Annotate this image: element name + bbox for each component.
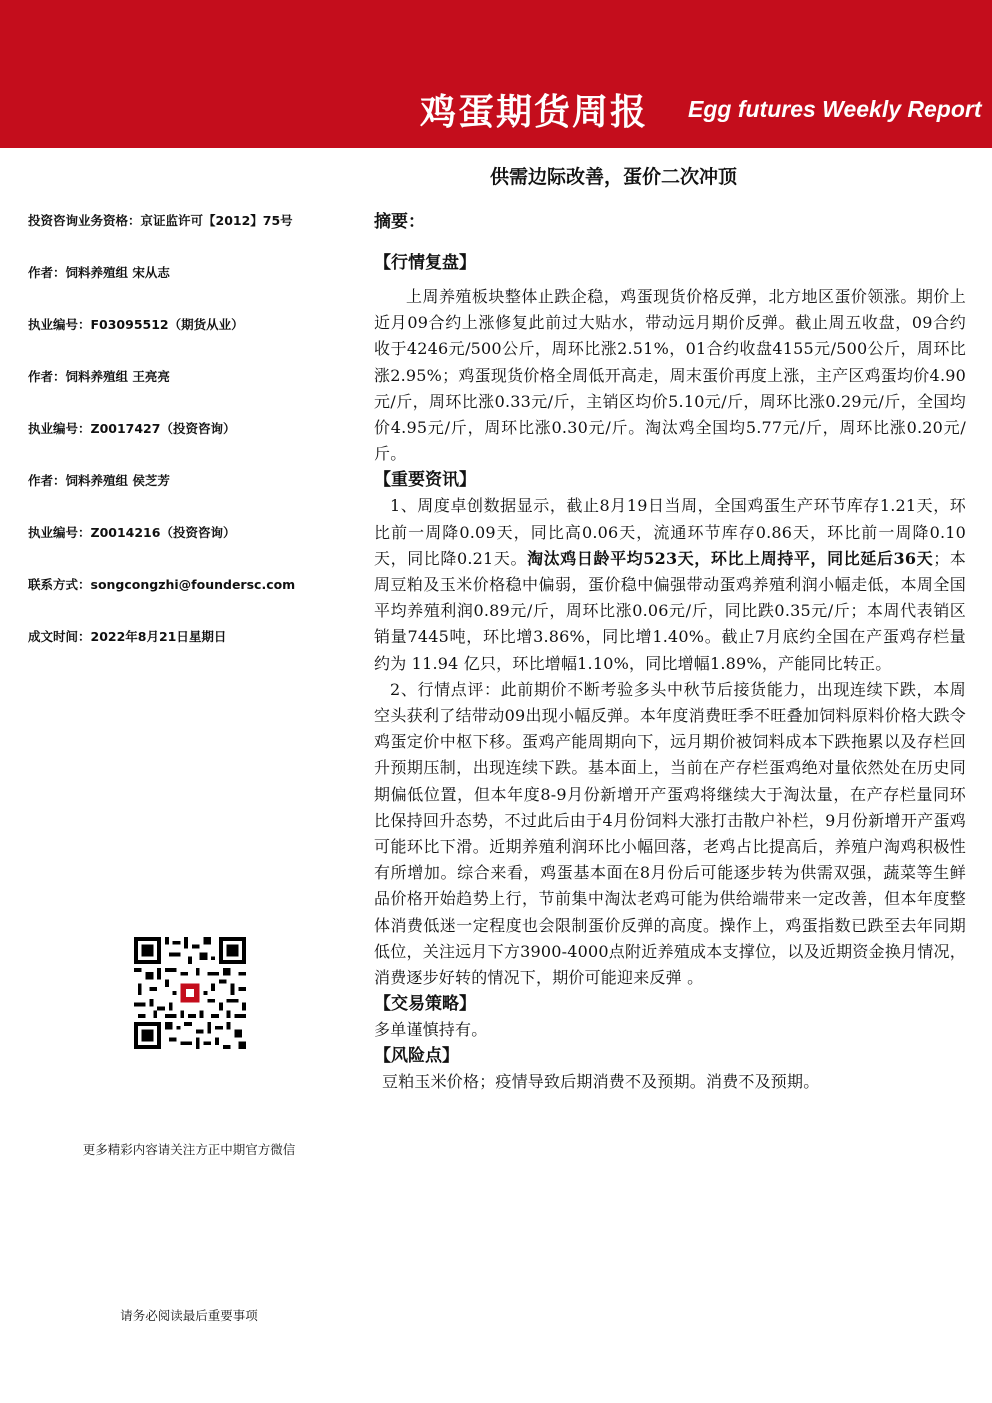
- author-sidebar: [28, 208, 358, 650]
- risk-text: 豆粕玉米价格；疫情导致后期消费不及预期。消费不及预期。: [382, 1072, 820, 1092]
- news-item-1-highlight: 淘汰鸡日龄平均523天，环比上周持平，同比延后36天: [527, 548, 934, 568]
- report-body: [374, 206, 966, 1096]
- qr-caption: 更多精彩内容请关注方正中期官方微信: [82, 1142, 296, 1157]
- author-1: 作者：饲料养殖组 宋从志: [28, 265, 170, 280]
- author-2-license: 执业编号：Z0017427（投资咨询）: [28, 421, 236, 436]
- author-3: 作者：饲料养殖组 侯芝芳: [28, 473, 170, 488]
- qr-code-icon[interactable]: [134, 937, 246, 1049]
- author-2: 作者：饲料养殖组 王亮亮: [28, 369, 170, 384]
- license-info: 投资咨询业务资格：京证监许可【2012】75号: [28, 213, 293, 228]
- strategy-text: 多单谨慎持有。: [374, 1020, 488, 1040]
- strategy-title: 【交易策略】: [374, 994, 476, 1015]
- disclaimer-notice: 请务必阅读最后重要事项: [120, 1308, 258, 1323]
- news-item-1-text-b: ；本周豆粕及玉米价格稳中偏弱，蛋价稳中偏强带动蛋鸡养殖利润小幅走低，本周全国平均养殖利润0.89元/斤，周环比涨0.06元/斤，同比跌0.35元/斤；本周代表销区销量7445吨，环比增3.86%，同比增1.40%。截止7月底约全国在产蛋鸡存栏量约为 11.94 亿只，环比增幅1.10%，同比增幅1.89%，产能同比转正。: [374, 548, 967, 673]
- author-3-license: 执业编号：Z0014216（投资咨询）: [28, 525, 236, 540]
- news-item-1-text-a: 1、周度卓创数据显示，截止8月19日当周，全国鸡蛋生产环节库存1.21天，环比前一周降0.09天，同比高0.06天，流通环节库存0.86天，环比前一周降0.10天，同比降0.21天。: [374, 496, 966, 568]
- report-headline: 供需边际改善，蛋价二次冲顶: [490, 166, 738, 188]
- contact-email[interactable]: 联系方式：songcongzhi@foundersc.com: [28, 577, 296, 592]
- news-title: 【重要资讯】: [374, 470, 476, 491]
- abstract-title: 摘要：: [374, 212, 425, 232]
- report-title-cn: 鸡蛋期货周报: [420, 92, 649, 133]
- market-review-title: 【行情复盘】: [374, 253, 476, 273]
- news-item-1: [374, 493, 966, 676]
- risk-title: 【风险点】: [374, 1046, 459, 1067]
- report-title-en: Egg futures Weekly Report: [688, 96, 982, 122]
- author-1-license: 执业编号：F03095512（期货从业）: [28, 317, 244, 332]
- publish-date: 成文时间：2022年8月21日星期日: [28, 629, 227, 644]
- news-item-2: 2、行情点评：此前期价不断考验多头中秋节后接货能力，出现连续下跌，本周空头获利了结带动09出现小幅反弹。本年度消费旺季不旺叠加饲料原料价格大跌令鸡蛋定价中枢下移。蛋鸡产能周期向下，远月期价被饲料成本下跌拖累以及存栏回升预期压制，出现连续下跌。基本面上，当前在产存栏蛋鸡绝对量依然处在历史同期偏低位置，但本年度8-9月份新增开产蛋鸡将继续大于淘汰量，在产存栏量同环比保持回升态势，不过此后由于4月份饲料大涨打击散户补栏，9月份新增开产蛋鸡可能环比下滑。近期养殖利润环比小幅回落，老鸡占比提高后，养殖户淘鸡积极性有所增加。综合来看，鸡蛋基本面在8月份后可能逐步转为供需双强，蔬菜等生鲜品价格开始趋势上行，节前集中淘汰老鸡可能为供给端带来一定改善，但本年度整体消费低迷一定程度也会限制蛋价反弹的高度。操作上，鸡蛋指数已跌至去年同期低位，关注远月下方3900-4000点附近养殖成本支撑位，以及近期资金换月情况，消费逐步好转的情况下，期价可能迎来反弹 。: [374, 679, 966, 988]
- market-review-text: 上周养殖板块整体止跌企稳，鸡蛋现货价格反弹，北方地区蛋价领涨。期价上近月09合约上涨修复此前过大贴水，带动远月期价反弹。截止周五收盘，09合约收于4246元/500公斤，周环比涨2.51%，01合约收盘4155元/500公斤，周环比涨2.95%；鸡蛋现货价格全周低开高走，周末蛋价再度上涨，主产区鸡蛋均价4.90元/斤，周环比涨0.33元/斤，主销区均价5.10元/斤，周环比涨0.29元/斤，全国均价4.95元/斤，周环比涨0.30元/斤。淘汰鸡全国均5.77元/斤，周环比涨0.20元/斤。: [374, 287, 966, 464]
- header-banner: [0, 0, 992, 148]
